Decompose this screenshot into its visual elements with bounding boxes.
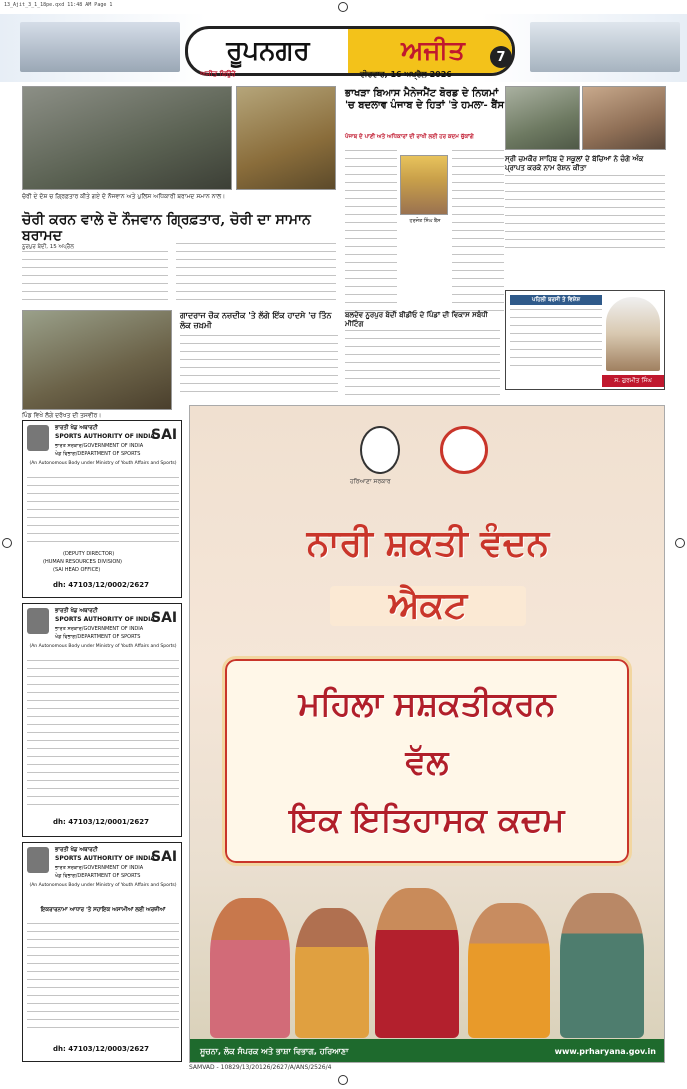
story2-headline: ਭਾਖੜਾ ਬਿਆਸ ਮੈਨੇਜਮੈਂਟ ਬੋਰਡ ਦੇ ਨਿਯਮਾਂ 'ਚ ਬਦਲਾਵ ਪੰਜਾਬ ਦੇ ਹਿਤਾਂ 'ਤੇ ਹਮਲਾ- ਬੈਂਸ bbox=[345, 88, 505, 111]
story3-headline: ਗਾਦਰਾਜ ਚੌਕ ਨਜ਼ਦੀਕ 'ਤੇ ਲੱਗੇ ਇੱਕ ਹਾਦਸੇ 'ਚ ਤਿੰਨ ਲੋਕ ਜ਼ਖ਼ਮੀ bbox=[180, 310, 332, 330]
notice2-body bbox=[27, 660, 179, 810]
notice2-gov: ਭਾਰਤ ਸਰਕਾਰ/GOVERNMENT OF INDIA bbox=[55, 626, 144, 632]
story3-body bbox=[180, 335, 338, 395]
woman-4 bbox=[468, 903, 550, 1038]
notice3-org-pa: ਭਾਰਤੀ ਖੇਡ ਅਥਾਰਟੀ bbox=[55, 847, 98, 853]
title-right: ਅਜੀਤ bbox=[348, 29, 515, 73]
ad-title-line2: ਐਕਟ bbox=[388, 584, 468, 626]
ad-box-line3: ਇਕ ਇਤਿਹਾਸਕ ਕਦਮ bbox=[289, 800, 565, 839]
notice1-officer: (DEPUTY DIRECTOR) bbox=[63, 551, 115, 557]
ad-gov-label: ਹਰਿਆਣਾ ਸਰਕਾਰ bbox=[350, 478, 391, 485]
story1-dateline: ਨੂਰਪੁਰ ਬੇਦੀ, 15 ਅਪ੍ਰੈਲ bbox=[22, 244, 74, 250]
woman-3 bbox=[375, 888, 459, 1038]
notice3-title: ਇਕਰਾਰਨਾਮਾ ਆਧਾਰ 'ਤੇ ਸਹਾਇਕ ਅਸਾਮੀਆਂ ਲਈ ਅਰਜ਼ੀਆਂ bbox=[40, 907, 166, 913]
notice1-gov: ਭਾਰਤ ਸਰਕਾਰ/GOVERNMENT OF INDIA bbox=[55, 443, 144, 449]
story2-portrait-caption: ਹਰਜੋਤ ਸਿੰਘ ਬੈਂਸ bbox=[409, 218, 441, 224]
ad-box-line1: ਮਹਿਲਾ ਸਸ਼ਕਤੀਕਰਨ bbox=[298, 684, 556, 723]
notice1-auton: (An Autonomous Body under Ministry of Youth Affairs and Sports) bbox=[29, 461, 177, 466]
tree-photo bbox=[22, 310, 172, 410]
sai-notice-2 bbox=[22, 603, 182, 837]
story4-body bbox=[505, 175, 665, 250]
ad-message-box bbox=[222, 656, 632, 866]
ad-footer-dept: ਸੂਚਨਾ, ਲੋਕ ਸੰਪਰਕ ਅਤੇ ਭਾਸ਼ਾ ਵਿਭਾਗ, ਹਰਿਆਣਾ bbox=[200, 1046, 349, 1056]
ad-box-line2: ਵੱਲ bbox=[405, 742, 449, 781]
story2-portrait bbox=[400, 155, 448, 215]
notice3-ref: dh: 47103/12/0003/2627 bbox=[53, 1045, 149, 1053]
story1-body-col1 bbox=[22, 251, 168, 303]
sai-logo: SAI bbox=[151, 427, 178, 443]
beti-bachao-logo-icon bbox=[440, 426, 488, 474]
registration-mark-icon bbox=[338, 1075, 348, 1085]
ashoka-emblem-icon bbox=[27, 608, 49, 634]
story2-body-col2 bbox=[452, 150, 504, 315]
tribute-label: ਪਹਿਲੀ ਬਰਸੀ ਤੇ ਵਿਸ਼ੇਸ਼ bbox=[510, 295, 602, 305]
masthead-subtitle: ਅਜੀਤ ਬਿਉਰੋ bbox=[200, 70, 236, 78]
notice1-office: (SAI HEAD OFFICE) bbox=[53, 567, 101, 573]
sai-notice-1 bbox=[22, 420, 182, 598]
notice3-body bbox=[27, 923, 179, 1035]
ad-samvad-ref: SAMVAD - 10829/13/20126/2627/A/ANS/2526/4 bbox=[189, 1064, 332, 1071]
woman-2 bbox=[295, 908, 369, 1038]
registration-mark-icon bbox=[2, 538, 12, 548]
notice2-ref: dh: 47103/12/0001/2627 bbox=[53, 818, 149, 826]
story1-caption: ਚੋਰੀ ਦੇ ਦੋਸ਼ ਚ ਗ੍ਰਿਫ਼ਤਾਰ ਕੀਤੇ ਗਏ ਦੋ ਨੌਜਵਾਨ ਅਤੇ ਪੁਲਿਸ ਅਧਿਕਾਰੀ ਬਰਾਮਦ ਸਮਾਨ ਨਾਲ। bbox=[22, 193, 226, 200]
story1-body-col2 bbox=[176, 243, 336, 301]
story1-headline: ਚੋਰੀ ਕਰਨ ਵਾਲੇ ਦੋ ਨੌਜਵਾਨ ਗ੍ਰਿਫ਼ਤਾਰ, ਚੋਰੀ ਦਾ ਸਾਮਾਨ ਬਰਾਮਦ bbox=[22, 212, 311, 244]
story2-body-col1 bbox=[345, 150, 397, 315]
notice2-auton: (An Autonomous Body under Ministry of Youth Affairs and Sports) bbox=[29, 644, 177, 649]
sai-notice-3 bbox=[22, 842, 182, 1062]
sai-logo: SAI bbox=[151, 849, 178, 865]
page-number: 7 bbox=[490, 46, 512, 68]
story1-recovered-items-photo bbox=[236, 86, 336, 190]
masthead-building-image bbox=[20, 22, 180, 72]
story5-body bbox=[345, 330, 500, 400]
story5-headline: ਬਲਦੇਵ ਨੂਰਪੁਰ ਬੇਦੀ ਬੀਡੀਓ ਦੇ ਪਿੰਡਾਂ ਦੀ ਵਿਕਾਸ ਸਬੰਧੀ ਮੀਟਿੰਗ bbox=[345, 310, 488, 328]
ad-title-line1: ਨਾਰੀ ਸ਼ਕਤੀ ਵੰਦਨ bbox=[306, 522, 550, 564]
woman-1 bbox=[210, 898, 290, 1038]
ashoka-emblem-icon bbox=[27, 847, 49, 873]
notice3-dept: ਖੇਡ ਵਿਭਾਗ/DEPARTMENT OF SPORTS bbox=[55, 873, 141, 879]
ad-women-photo bbox=[210, 878, 646, 1038]
story4-headline: ਸ੍ਰੀ ਚਮਕੌਰ ਸਾਹਿਬ ਦੇ ਸਕੂਲਾਂ ਦੇ ਬੱਚਿਆਂ ਨੇ ਚੰਗੇ ਅੰਕ ਪ੍ਰਾਪਤ ਕਰਕੇ ਨਾਮ ਰੋਸ਼ਨ ਕੀਤਾ bbox=[505, 154, 644, 172]
story1-police-photo bbox=[22, 86, 232, 190]
notice3-gov: ਭਾਰਤ ਸਰਕਾਰ/GOVERNMENT OF INDIA bbox=[55, 865, 144, 871]
notice2-dept: ਖੇਡ ਵਿਭਾਗ/DEPARTMENT OF SPORTS bbox=[55, 634, 141, 640]
story4-photo2 bbox=[582, 86, 666, 150]
masthead-title bbox=[185, 26, 515, 76]
notice1-org-en: SPORTS AUTHORITY OF INDIA bbox=[55, 433, 155, 440]
woman-5 bbox=[560, 893, 644, 1038]
notice1-division: (HUMAN RESOURCES DIVISION) bbox=[43, 559, 122, 565]
slug-line: 13_Ajit_3_1_18pe.qxd 11:48 AM Page 1 bbox=[4, 2, 113, 8]
title-left: ਰੂਪਨਗਰ bbox=[226, 35, 310, 66]
tribute-ad bbox=[505, 290, 665, 390]
story2-subhead: ਪੰਜਾਬ ਦੇ ਪਾਣੀ ਅਤੇ ਅਧਿਕਾਰਾਂ ਦੀ ਰਾਖੀ ਲਈ ਹਰ ਕਦਮ ਚੁੱਕਾਂਗੇ bbox=[345, 134, 474, 140]
notice2-org-pa: ਭਾਰਤੀ ਖੇਡ ਅਥਾਰਟੀ bbox=[55, 608, 98, 614]
notice3-auton: (An Autonomous Body under Ministry of Youth Affairs and Sports) bbox=[29, 883, 177, 888]
notice1-ref: dh: 47103/12/0002/2627 bbox=[53, 581, 149, 589]
tribute-text bbox=[510, 309, 602, 369]
sai-logo: SAI bbox=[151, 610, 178, 626]
registration-mark-icon bbox=[338, 2, 348, 12]
tribute-portrait bbox=[606, 297, 660, 371]
notice1-body bbox=[27, 477, 179, 547]
tree-caption: ਪਿੰਡ ਵਿਖੇ ਲੱਗੇ ਦਰੱਖਤ ਦੀ ਤਸਵੀਰ। bbox=[22, 412, 102, 419]
ashoka-emblem-icon bbox=[27, 425, 49, 451]
ad-footer-social: www.prharyana.gov.in bbox=[554, 1047, 656, 1056]
masthead-fort-image bbox=[530, 22, 680, 72]
haryana-emblem-icon bbox=[360, 426, 400, 474]
notice3-org-en: SPORTS AUTHORITY OF INDIA bbox=[55, 855, 155, 862]
notice1-dept: ਖੇਡ ਵਿਭਾਗ/DEPARTMENT OF SPORTS bbox=[55, 451, 141, 457]
registration-mark-icon bbox=[675, 538, 685, 548]
masthead-date: ਵੀਰਵਾਰ, 16 ਅਪ੍ਰੈਲ 2026 bbox=[360, 70, 452, 79]
story4-photo1 bbox=[505, 86, 580, 150]
ad-footer bbox=[190, 1039, 665, 1063]
notice1-org-pa: ਭਾਰਤੀ ਖੇਡ ਅਥਾਰਟੀ bbox=[55, 425, 98, 431]
nari-shakti-ad bbox=[189, 405, 665, 1063]
tribute-name: ਸ. ਗੁਰਮੀਤ ਸਿੰਘ bbox=[602, 375, 664, 387]
notice2-org-en: SPORTS AUTHORITY OF INDIA bbox=[55, 616, 155, 623]
